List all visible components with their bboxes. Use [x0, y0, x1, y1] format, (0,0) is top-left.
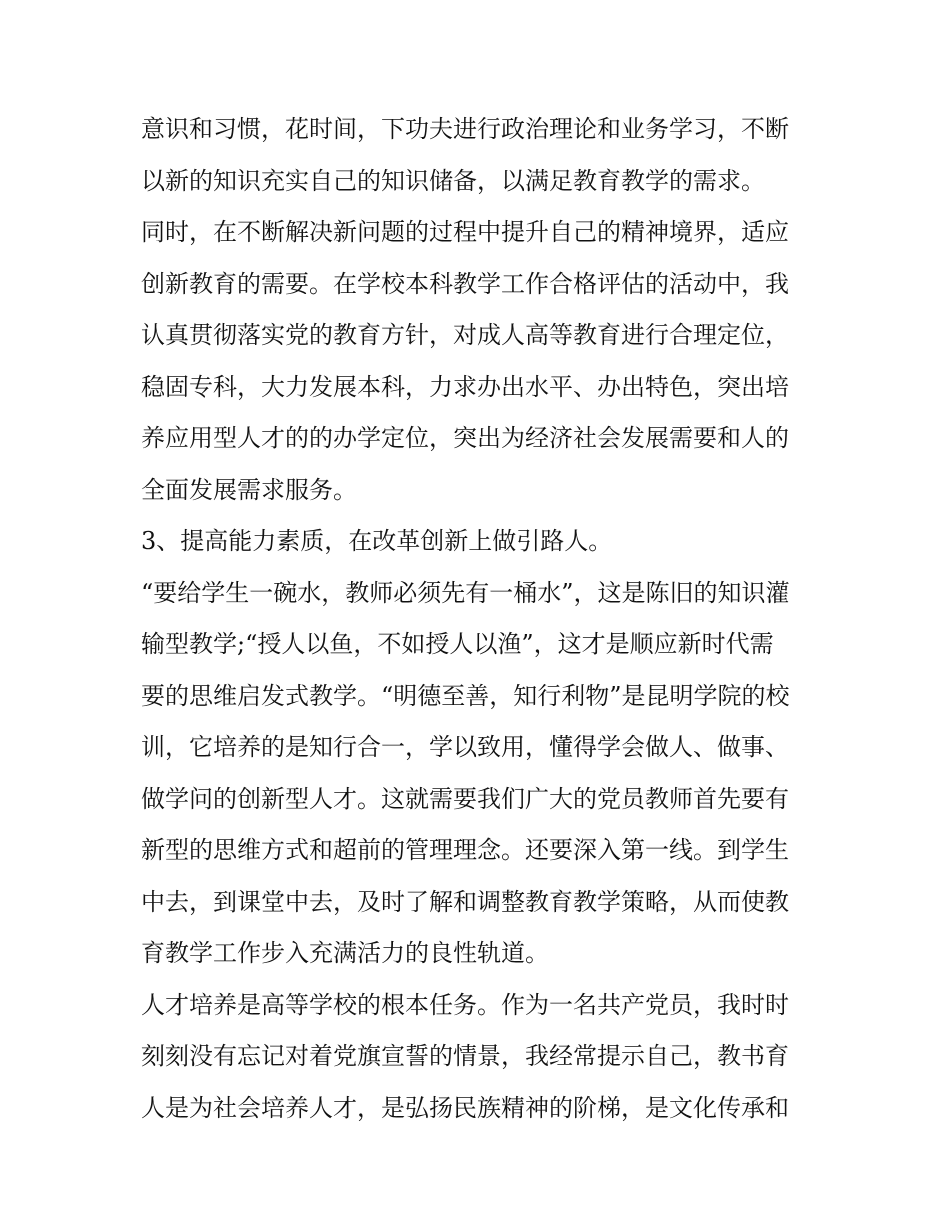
text-line: 刻刻没有忘记对着党旗宣誓的情景，我经常提示自己，教书育	[141, 1042, 789, 1070]
text-line: 稳固专科，大力发展本科，力求办出水平、办出特色，突出培	[141, 372, 789, 401]
text-line: 人才培养是高等学校的根本任务。作为一名共产党员，我时时	[141, 990, 789, 1019]
text-line: 要的思维启发式教学。“明德至善，知行利物”是昆明学院的校	[141, 681, 790, 710]
text-line: 输型教学;“授人以鱼，不如授人以渔”，这才是顺应新时代需	[141, 630, 774, 658]
text-line: 以新的知识充实自己的知识储备，以满足教育教学的需求。	[141, 166, 765, 195]
text-line: 训，它培养的是知行合一，学以致用，懂得学会做人、做事、	[141, 733, 789, 761]
text-line: 认真贯彻落实党的教育方针，对成人高等教育进行合理定位，	[141, 321, 789, 349]
text-line: 做学问的创新型人才。这就需要我们广大的党员教师首先要有	[141, 784, 789, 813]
text-line: 同时，在不断解决新问题的过程中提升自己的精神境界，适应	[141, 218, 789, 246]
text-line: 育教学工作步入充满活力的良性轨道。	[141, 939, 549, 967]
text-line: 新型的思维方式和超前的管理理念。还要深入第一线。到学生	[141, 836, 789, 864]
text-line: 全面发展需求服务。	[141, 475, 357, 504]
document-body	[141, 104, 821, 1134]
text-line: 人是为社会培养人才，是弘扬民族精神的阶梯，是文化传承和	[141, 1093, 789, 1122]
text-line: 意识和习惯，花时间，下功夫进行政治理论和业务学习，不断	[141, 115, 789, 143]
text-line: 中去，到课堂中去，及时了解和调整教育教学策略，从而使教	[141, 887, 789, 916]
section-heading: 3、提高能力素质，在改革创新上做引路人。	[141, 527, 613, 555]
text-line: “要给学生一碗水，教师必须先有一桶水”，这是陈旧的知识灌	[141, 578, 790, 607]
text-line: 养应用型人才的的办学定位，突出为经济社会发展需要和人的	[141, 424, 789, 452]
text-line: 创新教育的需要。在学校本科教学工作合格评估的活动中，我	[141, 269, 789, 298]
